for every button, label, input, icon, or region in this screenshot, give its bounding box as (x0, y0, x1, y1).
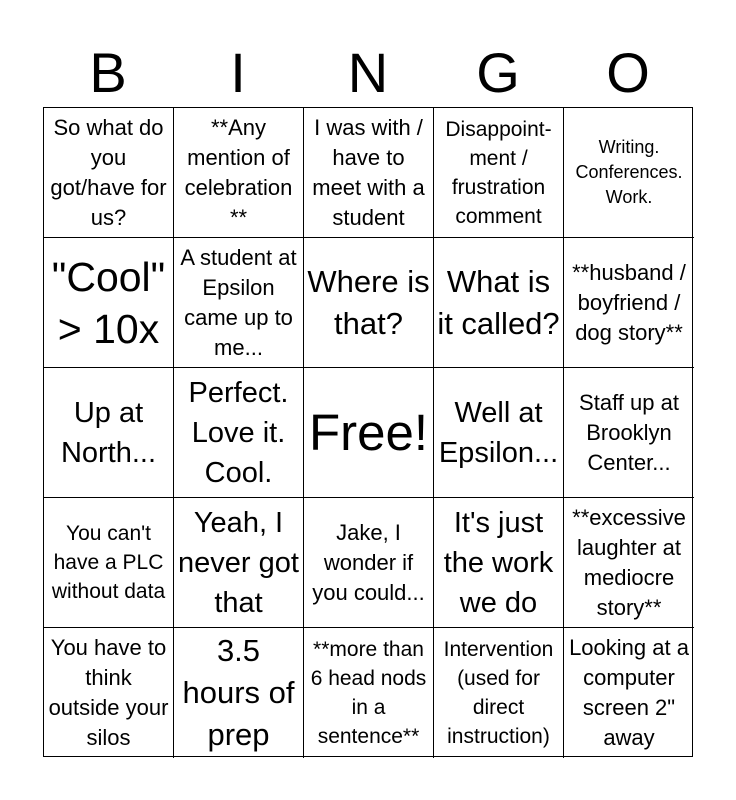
header-letter-o: O (606, 41, 650, 104)
header-letter-n: N (347, 41, 389, 104)
bingo-cell-text: Yeah, I never got that (178, 506, 299, 619)
bingo-cell[interactable] (564, 238, 694, 368)
bingo-cell-text: **more than 6 head nods in a sentence** (310, 638, 427, 748)
bingo-cell[interactable] (44, 108, 174, 238)
bingo-cell-text: 3.5 hours of prep (182, 633, 295, 752)
bingo-cell[interactable] (434, 368, 564, 498)
bingo-cell-text: You have to think outside your silos (48, 635, 169, 750)
bingo-cell[interactable] (44, 628, 174, 758)
bingo-cell[interactable] (44, 238, 174, 368)
bingo-cell-text: Free! (308, 403, 429, 461)
bingo-free-space[interactable] (304, 368, 434, 498)
bingo-cell-text: Staff up at Brooklyn Center... (579, 389, 679, 475)
header-letter-b: B (89, 41, 127, 104)
bingo-cell-text: Intervention (used for direct instruction) (443, 638, 554, 748)
bingo-cell[interactable] (174, 108, 304, 238)
bingo-cell-text: "Cool" > 10x (51, 253, 166, 352)
bingo-cell[interactable] (564, 368, 694, 498)
bingo-cell-text: Where is that? (307, 263, 430, 341)
bingo-cell[interactable] (44, 368, 174, 498)
bingo-cell-text: Writing. Conferences. Work. (575, 137, 683, 207)
bingo-cell[interactable] (434, 238, 564, 368)
bingo-cell[interactable] (564, 108, 694, 238)
bingo-cell[interactable] (304, 498, 434, 628)
bingo-cell[interactable] (564, 498, 694, 628)
bingo-cell-text: Perfect. Love it. Cool. (188, 376, 289, 489)
bingo-cell-text: Well at Epsilon... (438, 396, 559, 469)
bingo-header (43, 40, 693, 106)
bingo-cell-text: A student at Epsilon came up to me... (180, 244, 297, 360)
bingo-card-grid (43, 107, 693, 757)
bingo-cell[interactable] (304, 238, 434, 368)
bingo-cell[interactable] (434, 498, 564, 628)
bingo-cell[interactable] (174, 368, 304, 498)
bingo-cell[interactable] (304, 108, 434, 238)
bingo-cell-text: It's just the work we do (443, 506, 554, 619)
bingo-cell-text: Looking at a computer screen 2" away (569, 635, 689, 750)
bingo-cell-text: So what do you got/have for us? (50, 114, 167, 230)
bingo-cell-text: What is it called? (437, 263, 560, 341)
bingo-cell[interactable] (434, 628, 564, 758)
bingo-cell-text: Disappoint-ment / frustration comment (445, 117, 552, 228)
bingo-cell-text: **excessive laughter at mediocre story** (572, 504, 686, 620)
bingo-cell-text: **husband / boyfriend / dog story** (572, 259, 686, 345)
bingo-cell-text: Up at North... (60, 396, 157, 469)
bingo-cell[interactable] (564, 628, 694, 758)
header-letter-g: G (476, 41, 520, 104)
bingo-cell[interactable] (44, 498, 174, 628)
bingo-cell[interactable] (174, 498, 304, 628)
bingo-cell-text: You can't have a PLC without data (51, 522, 166, 603)
bingo-cell[interactable] (304, 628, 434, 758)
bingo-cell-text: I was with / have to meet with a student (312, 114, 425, 230)
bingo-cell-text: Jake, I wonder if you could... (312, 519, 425, 605)
bingo-cell[interactable] (174, 238, 304, 368)
bingo-cell[interactable] (434, 108, 564, 238)
bingo-cell-text: **Any mention of celebration ** (184, 114, 293, 230)
header-letter-i: I (230, 41, 246, 104)
bingo-cell[interactable] (174, 628, 304, 758)
